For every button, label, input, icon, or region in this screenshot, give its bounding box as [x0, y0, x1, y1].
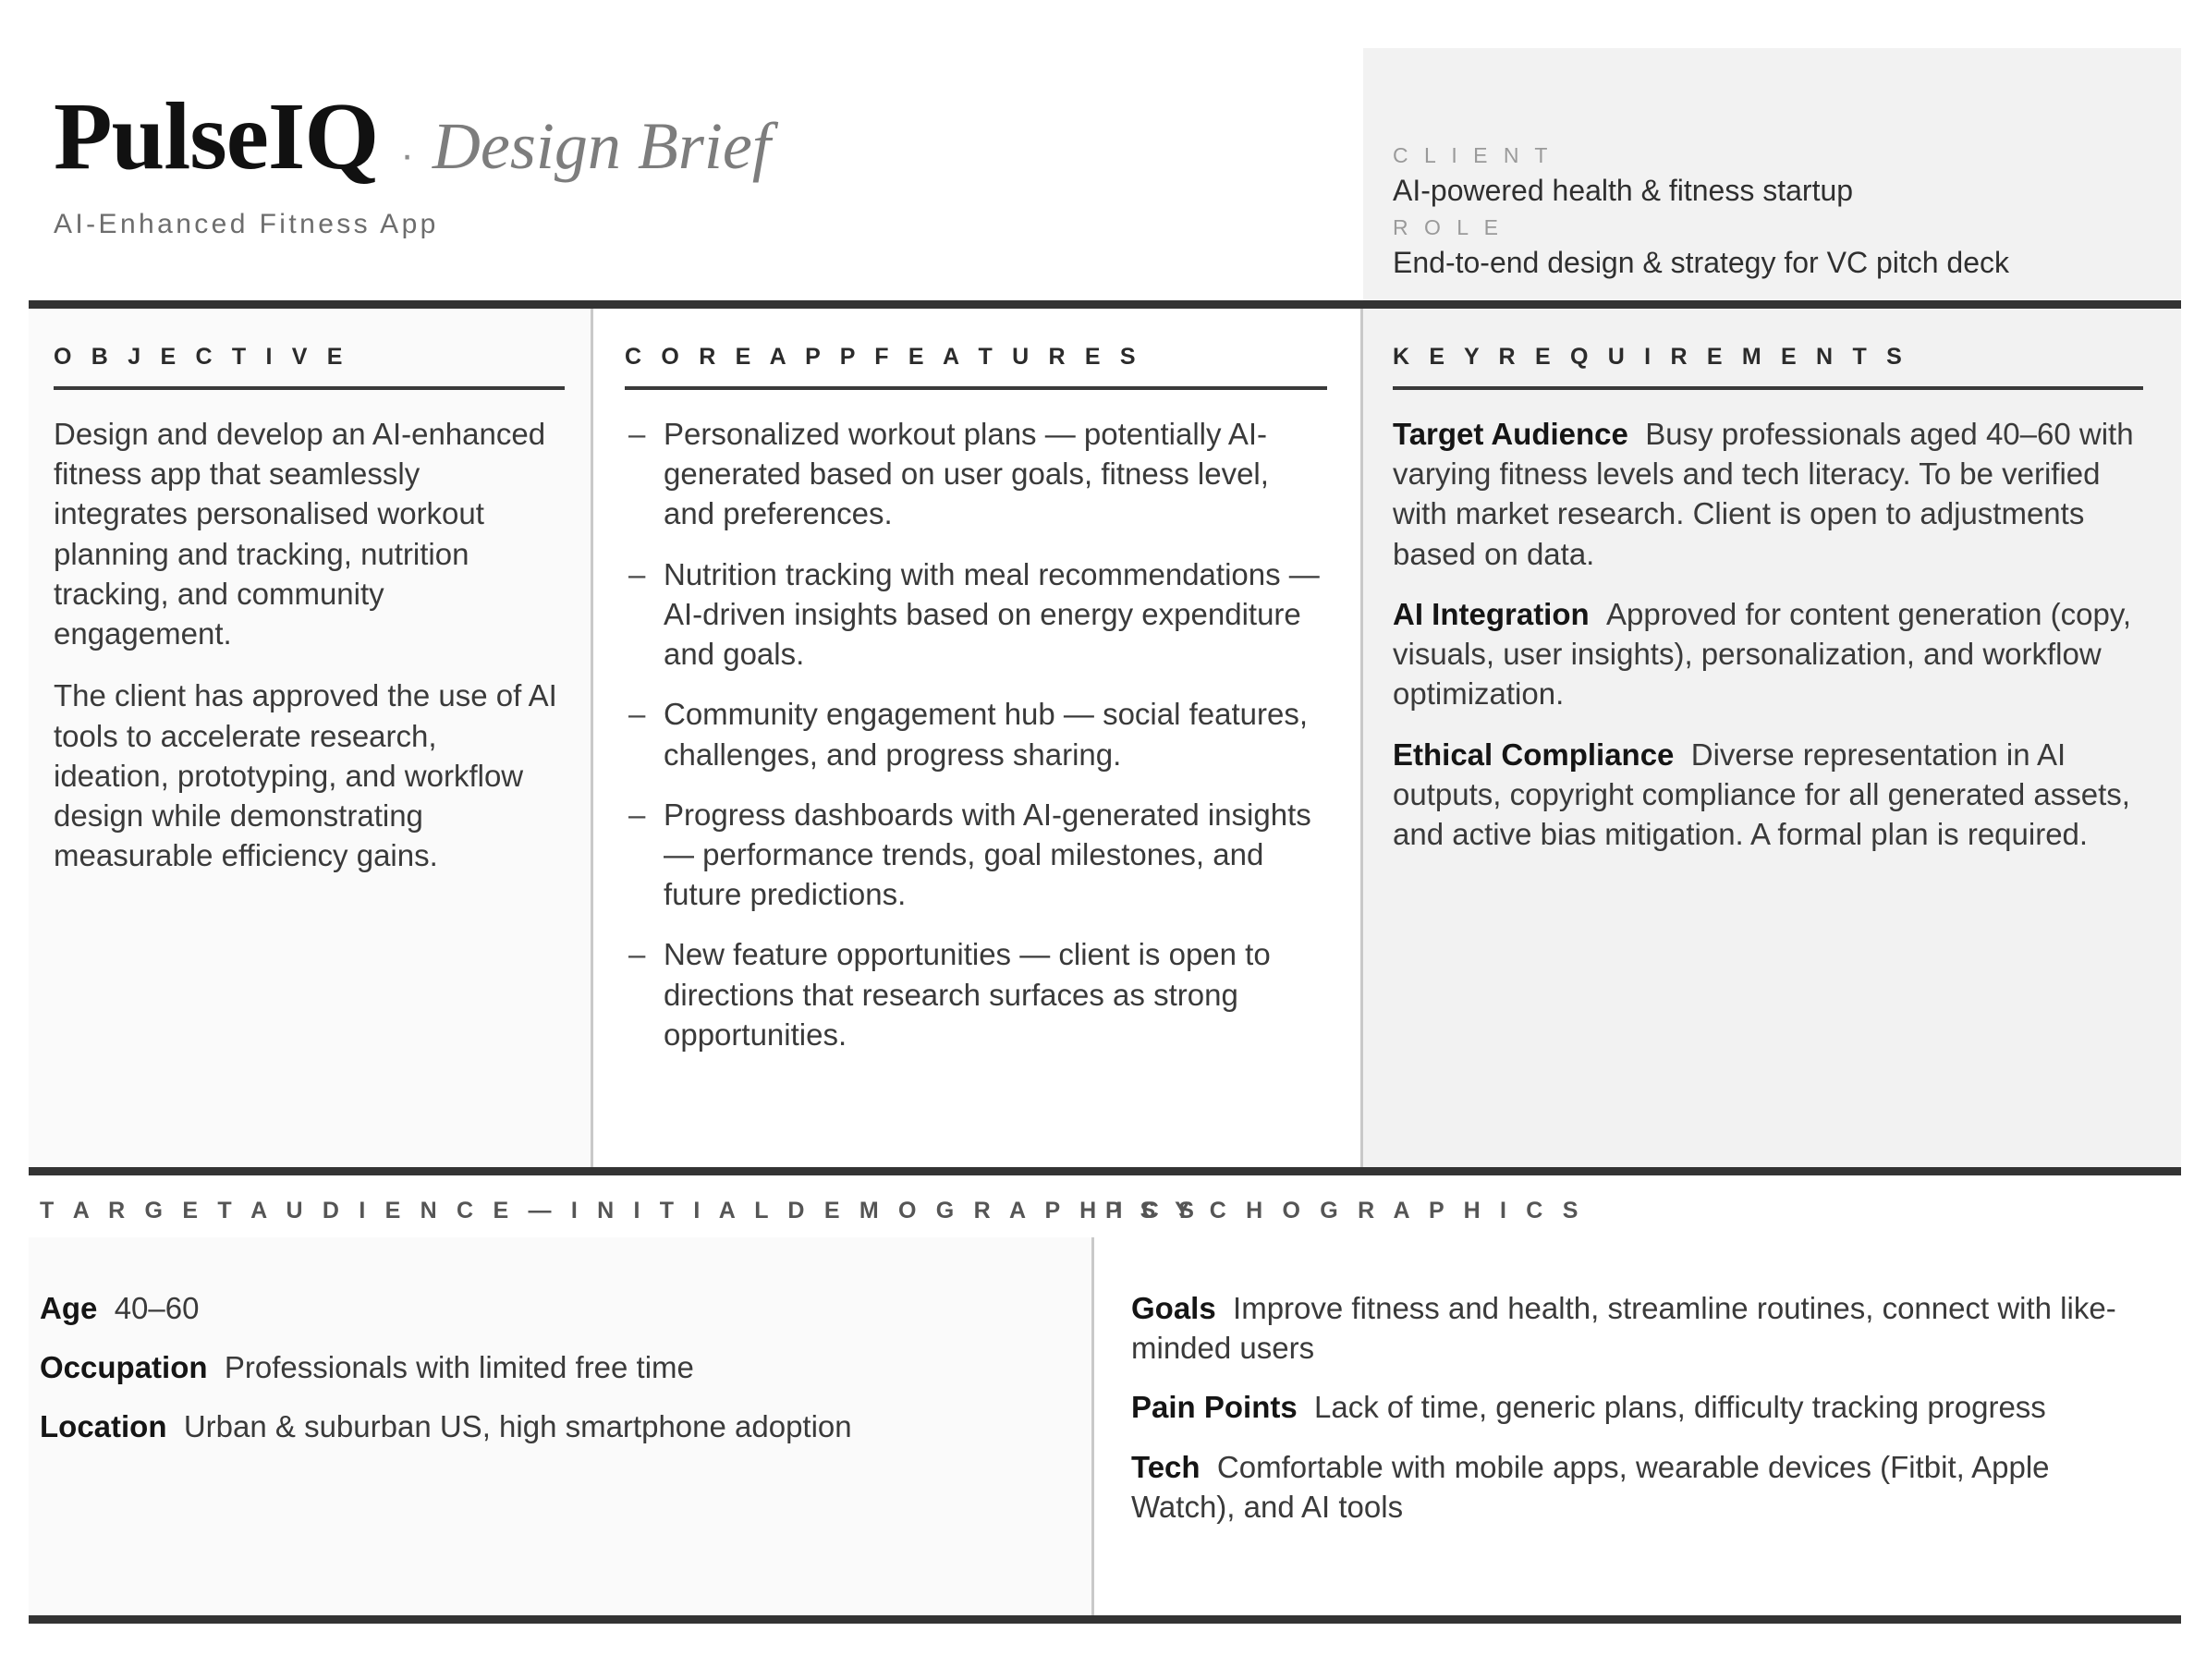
requirement-detail: Busy professionals aged 40–60 with varying fitness levels and tech literacy. To be verified with market research. Client is open to adjustments based on data. — [1393, 417, 2134, 571]
page-tagline: AI-Enhanced Fitness App — [54, 209, 439, 239]
psychographics-term: Tech — [1131, 1449, 1201, 1484]
objective-paragraph: Design and develop an AI-enhanced fitness app that seamlessly integrates personalised workout planning and tracking, nutrition tracking, and community engagement. — [54, 417, 546, 651]
list-item — [625, 554, 1327, 675]
psychographics-term: Goals — [1131, 1291, 1216, 1325]
demographics-detail: Urban & suburban US, high smartphone adoption — [183, 1409, 852, 1444]
psychographics-detail: Comfortable with mobile apps, wearable devices (Fitbit, Apple Watch), and AI tools — [1131, 1449, 2050, 1524]
requirement-term: AI Integration — [1393, 596, 1590, 631]
psychographics-heading: P S Y C H O G R A P H I C S — [1105, 1198, 1585, 1223]
demographics-term: Occupation — [40, 1350, 208, 1385]
column-objective — [29, 309, 593, 1167]
dash-bullet-icon: – — [628, 797, 646, 832]
features-heading: C O R E A P P F E A T U R E S — [625, 344, 1142, 370]
psychographics-item — [1131, 1387, 2144, 1427]
brand-name: PulseIQ — [54, 83, 379, 189]
features-heading-rule — [625, 386, 1327, 390]
dash-bullet-icon: – — [628, 697, 646, 732]
list-item-text: New feature opportunities — client is open to directions that research surfaces as strong opportunities. — [664, 937, 1271, 1052]
requirements-heading: K E Y R E Q U I R E M E N T S — [1393, 344, 1908, 370]
section-divider-rule — [29, 1167, 2181, 1175]
column-key-requirements — [1363, 309, 2181, 1167]
objective-heading: O B J E C T I V E — [54, 344, 349, 370]
list-item-text: Personalized workout plans — potentially AI-generated based on user goals, fitness level, and preferences. — [664, 417, 1269, 531]
demographics-panel — [29, 1237, 1094, 1615]
psychographics-item — [1131, 1447, 2144, 1527]
list-item — [625, 694, 1327, 773]
feature-list — [625, 414, 1327, 1054]
main-columns — [29, 309, 2181, 1167]
role-value: End-to-end design & strategy for VC pitch deck — [1393, 245, 2010, 279]
list-item — [625, 795, 1327, 915]
psychographics-detail: Lack of time, generic plans, difficulty tracking progress — [1314, 1390, 2046, 1425]
title-separator-dot: · — [400, 132, 414, 177]
requirement-item — [1393, 414, 2148, 574]
requirement-term: Ethical Compliance — [1393, 737, 1675, 772]
demographics-term: Location — [40, 1409, 167, 1444]
demographics-item — [40, 1288, 1054, 1328]
client-value: AI-powered health & fitness startup — [1393, 174, 1854, 208]
demographics-item — [40, 1347, 1054, 1387]
demographics-heading: T A R G E T A U D I E N C E — I N I T I A L D E M O G R A P H I C S — [40, 1198, 1201, 1223]
objective-paragraph: The client has approved the use of AI tools to accelerate research, ideation, prototyping, and workflow design while demonstrating measurable efficiency gains. — [54, 678, 557, 873]
psychographics-panel — [1094, 1237, 2181, 1615]
header-divider-rule — [29, 300, 2181, 309]
dash-bullet-icon: – — [628, 556, 646, 591]
client-label: C L I E N T — [1393, 143, 1553, 167]
requirement-item — [1393, 735, 2148, 855]
title-row — [54, 83, 771, 189]
list-item-text: Community engagement hub — social features, challenges, and progress sharing. — [664, 697, 1309, 772]
demographics-item — [40, 1406, 1054, 1446]
document-type: Design Brief — [432, 109, 771, 183]
dash-bullet-icon: – — [628, 937, 646, 972]
list-item-text: Progress dashboards with AI-generated insights — performance trends, goal milestones, and future predictions. — [664, 797, 1311, 912]
requirement-detail: Diverse representation in AI outputs, copyright compliance for all generated assets, and active bias mitigation. A formal plan is required. — [1393, 737, 2130, 851]
dash-bullet-icon: – — [628, 417, 646, 451]
title-block — [54, 83, 771, 240]
role-label: R O L E — [1393, 214, 1504, 239]
column-psychographics — [1094, 1183, 2181, 1615]
meta-panel — [1363, 48, 2181, 300]
requirements-heading-rule — [1393, 386, 2143, 390]
psychographics-item — [1131, 1288, 2144, 1368]
document-header — [0, 0, 2194, 300]
list-item-text: Nutrition tracking with meal recommendations — AI-driven insights based on energy expenditure and goals. — [664, 556, 1320, 672]
psychographics-detail: Improve fitness and health, streamline routines, connect with like-minded users — [1131, 1291, 2116, 1366]
list-item — [625, 934, 1327, 1054]
list-item — [625, 414, 1327, 534]
objective-heading-rule — [54, 386, 565, 390]
requirement-term: Target Audience — [1393, 417, 1628, 451]
footer-rule — [29, 1615, 2181, 1624]
demographics-term: Age — [40, 1291, 98, 1325]
column-core-app-features — [593, 309, 1363, 1167]
psychographics-term: Pain Points — [1131, 1390, 1298, 1425]
bottom-section — [29, 1183, 2181, 1615]
requirement-detail: Approved for content generation (copy, visuals, user insights), personalization, and workflow optimization. — [1393, 596, 2132, 712]
demographics-detail: 40–60 — [114, 1291, 200, 1325]
demographics-detail: Professionals with limited free time — [224, 1350, 694, 1385]
requirement-item — [1393, 594, 2148, 714]
